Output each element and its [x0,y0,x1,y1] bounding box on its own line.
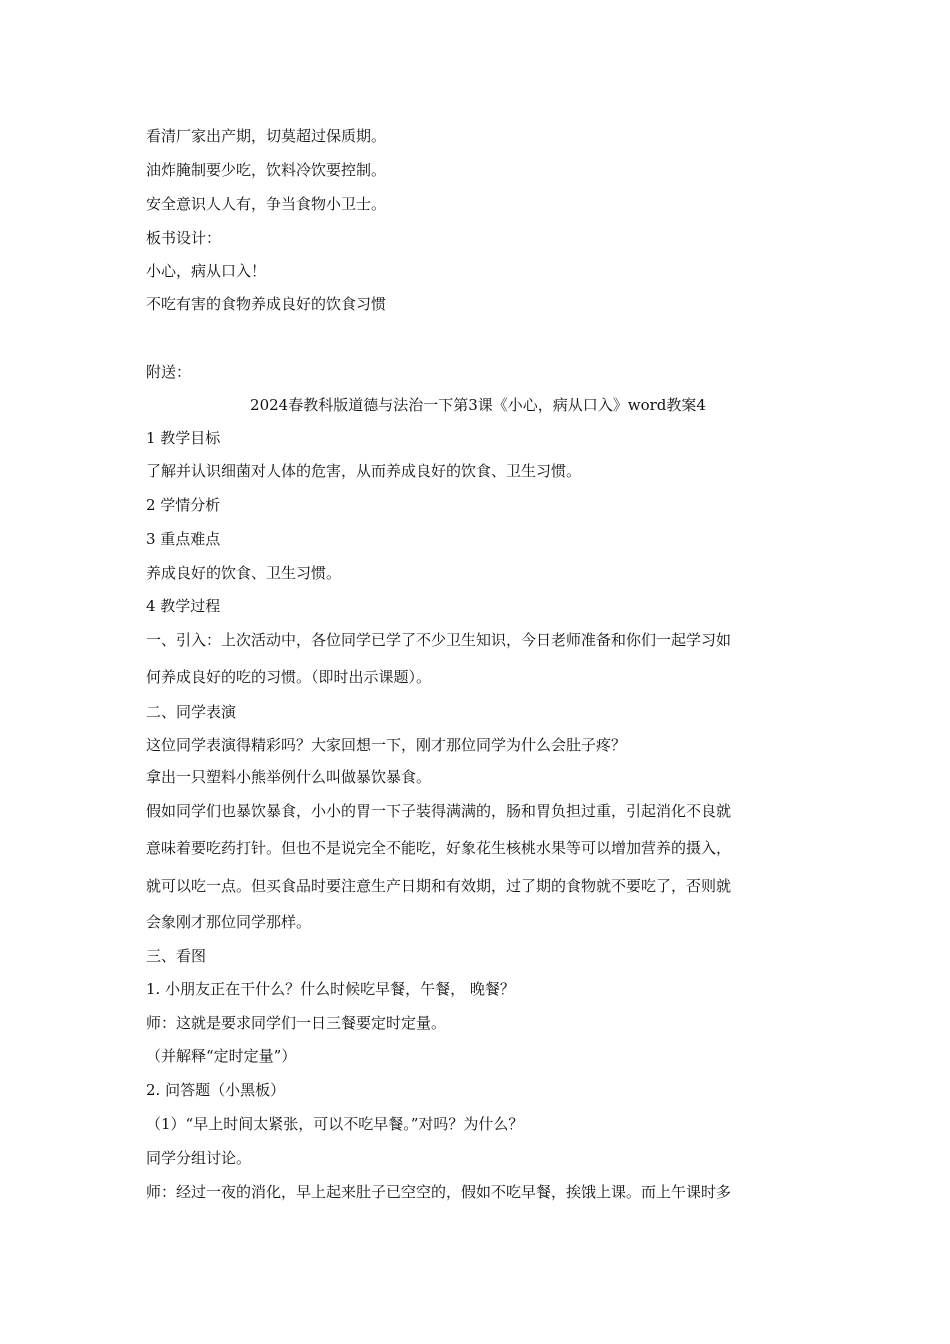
text-line: 2. 问答题（小黑板） [146,1081,286,1099]
text-line: 就可以吃一点。但买食品时要注意生产日期和有效期，过了期的食物就不要吃了，否则就 [146,877,732,895]
text-line: 三、看图 [146,947,207,965]
text-line: 油炸腌制要少吃，饮料冷饮要控制。 [146,161,387,179]
text-line: 拿出一只塑料小熊举例什么叫做暴饮暴食。 [146,768,432,786]
section-heading: 1 教学目标 [146,429,221,447]
text-line: 不吃有害的食物养成良好的饮食习惯 [146,295,387,313]
text-line: 了解并认识细菌对人体的危害，从而养成良好的饮食、卫生习惯。 [146,462,582,480]
appendix-label: 附送： [146,363,192,381]
text-line: 板书设计： [146,229,222,247]
text-line: 二、同学表演 [146,703,237,721]
text-line: 这位同学表演得精彩吗？大家回想一下，刚才那位同学为什么会肚子疼？ [146,736,627,754]
text-line: 1. 小朋友正在干什么？什么时候吃早餐，午餐， 晚餐？ [146,980,515,998]
text-line: 同学分组讨论。 [146,1149,252,1167]
text-line: 养成良好的饮食、卫生习惯。 [146,564,342,582]
appendix-title: 2024春教科版道德与法治一下第3课《小心，病从口入》word教案4 [250,396,706,414]
section-heading: 4 教学过程 [146,597,221,615]
text-line: 意味着要吃药打针。但也不是说完全不能吃，好象花生核桃水果等可以增加营养的摄入， [146,839,732,857]
text-line: （1）“早上时间太紧张，可以不吃早餐。”对吗？为什么？ [146,1115,524,1133]
text-line: 会象刚才那位同学那样。 [146,913,312,931]
text-line: 安全意识人人有，争当食物小卫士。 [146,195,387,213]
text-line: 何养成良好的吃的习惯。（即时出示课题）。 [146,668,432,686]
text-line: 师：经过一夜的消化，早上起来肚子已空空的，假如不吃早餐，挨饿上课。而上午课时多 [146,1183,732,1201]
text-line: 师：这就是要求同学们一日三餐要定时定量。 [146,1014,447,1032]
section-heading: 3 重点难点 [146,530,221,548]
text-line: （并解释“定时定量”） [146,1047,297,1065]
text-line: 假如同学们也暴饮暴食，小小的胃一下子装得满满的，肠和胃负担过重，引起消化不良就 [146,802,732,820]
text-line: 看清厂家出产期，切莫超过保质期。 [146,127,387,145]
section-heading: 2 学情分析 [146,496,221,514]
text-line: 小心，病从口入！ [146,262,267,280]
text-line: 一、引入：上次活动中，各位同学已学了不少卫生知识，今日老师准备和你们一起学习如 [146,631,732,649]
